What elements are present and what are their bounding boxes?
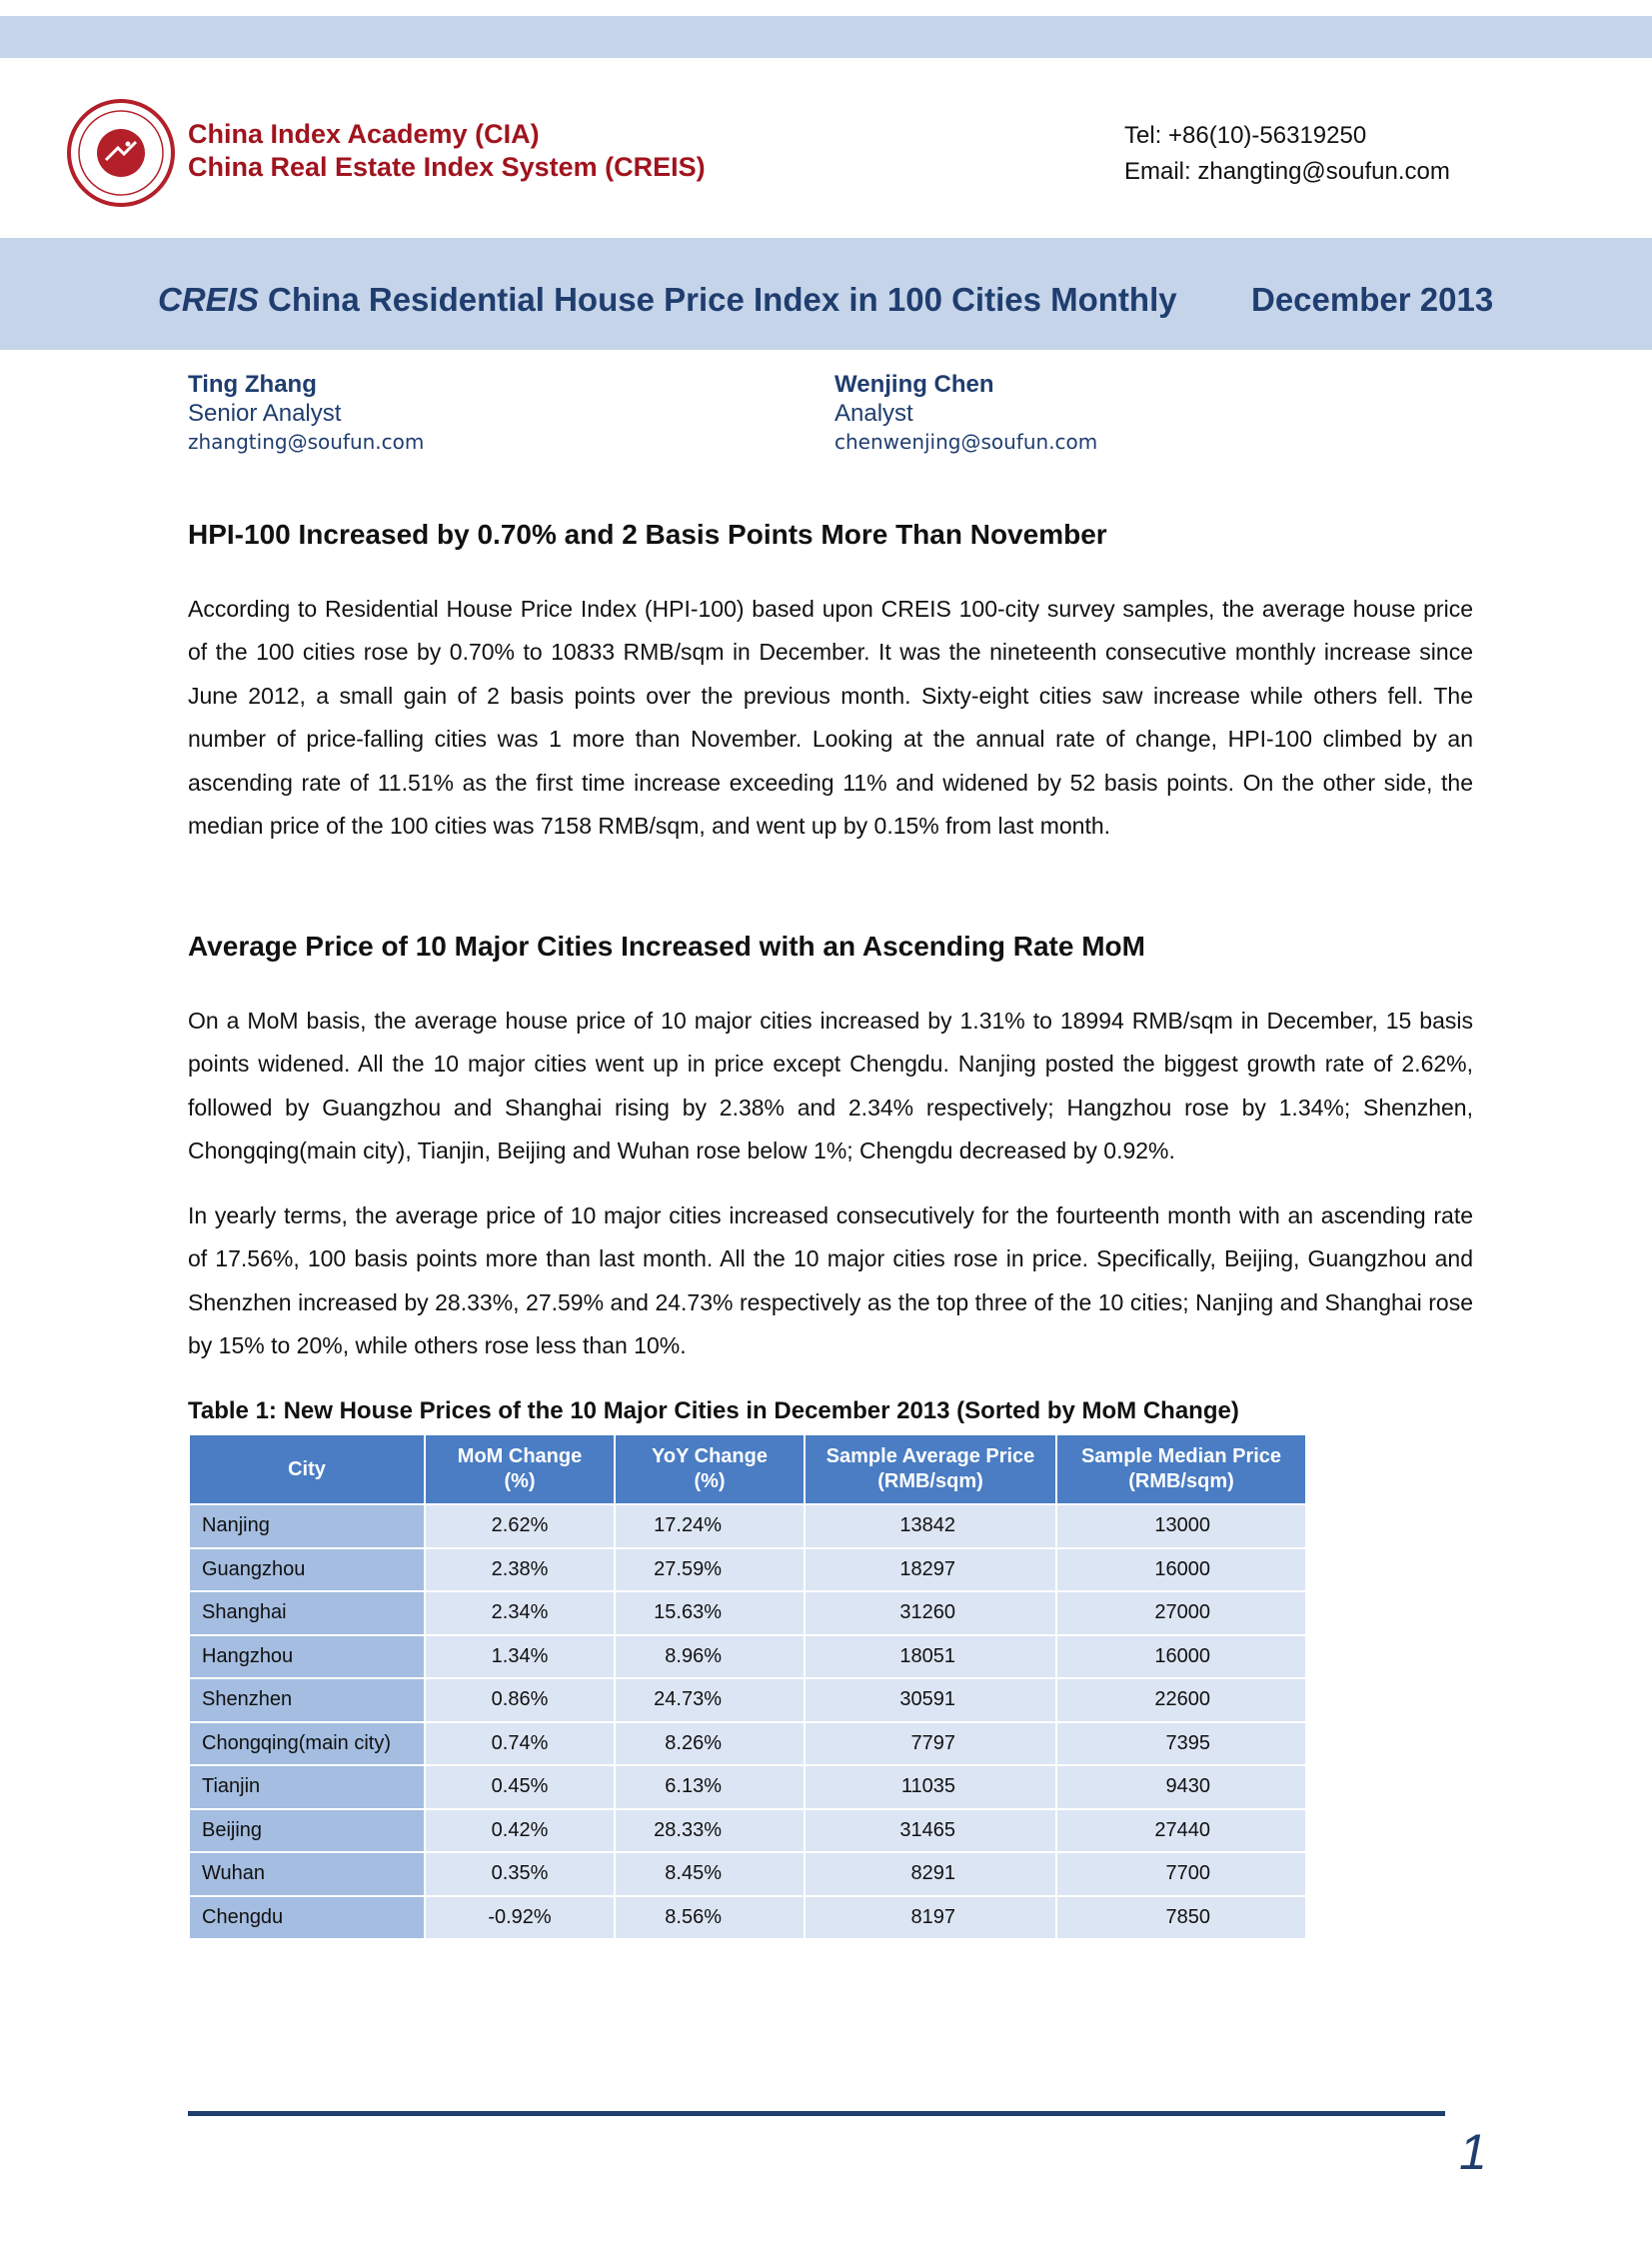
table-row	[189, 1809, 1306, 1853]
cell-yoy-change: 8.56%	[615, 1896, 805, 1940]
table-row	[189, 1896, 1306, 1940]
cell-city: Tianjin	[189, 1765, 425, 1809]
cell-mom-change: 2.34%	[425, 1591, 615, 1635]
cell-yoy-change: 8.45%	[615, 1852, 805, 1896]
cell-yoy-change: 8.96%	[615, 1635, 805, 1679]
cell-median-price: 27000	[1056, 1591, 1306, 1635]
top-band	[0, 16, 1652, 58]
column-header-yoy: YoY Change (%)	[615, 1434, 805, 1504]
section-2-paragraph-1: On a MoM basis, the average house price of 10 major cities increased by 1.31% to 18994 RMB/sqm in December, 15 basis points widened. All the 10 major cities went up in price except Chengdu. Nanjing posted the biggest growth rate of 2.62%, followed by Guangzhou and Shanghai rising by 2.38% and 2.34% respectively; Hangzhou rose by 1.34%; Shenzhen, Chongqing(main city), Tianjin, Beijing and Wuhan rose below 1%; Chengdu decreased by 0.92%.	[188, 1008, 1473, 1164]
cell-city: Chongqing(main city)	[189, 1722, 425, 1766]
cell-median-price: 16000	[1056, 1548, 1306, 1592]
footer-rule	[188, 2111, 1445, 2116]
report-title-brand: CREIS	[158, 281, 259, 318]
author-email[interactable]: zhangting@soufun.com	[188, 430, 425, 454]
cell-average-price: 31465	[805, 1809, 1056, 1853]
table-row	[189, 1722, 1306, 1766]
cell-median-price: 7700	[1056, 1852, 1306, 1896]
cell-median-price: 13000	[1056, 1504, 1306, 1548]
contact-tel: Tel: +86(10)-56319250	[1124, 122, 1367, 149]
cell-city: Wuhan	[189, 1852, 425, 1896]
cell-average-price: 13842	[805, 1504, 1056, 1548]
cell-yoy-change: 28.33%	[615, 1809, 805, 1853]
column-header-city: City	[189, 1434, 425, 1504]
cell-yoy-change: 24.73%	[615, 1678, 805, 1722]
cell-median-price: 22600	[1056, 1678, 1306, 1722]
section-2-paragraph-2: In yearly terms, the average price of 10 major cities increased consecutively for the fourteenth month with an ascending rate of 17.56%, 100 basis points more than last month. All the 10 major cities rose in price. Specifically, Beijing, Guangzhou and Shenzhen increased by 28.33%, 27.59% and 24.73% respectively as the top three of the 10 cities; Nanjing and Shanghai rose by 15% to 20%, while others rose less than 10%.	[188, 1202, 1473, 1359]
cell-yoy-change: 27.59%	[615, 1548, 805, 1592]
author-email[interactable]: chenwenjing@soufun.com	[834, 430, 1098, 454]
author-name: Wenjing Chen	[834, 371, 994, 398]
cell-mom-change: 0.42%	[425, 1809, 615, 1853]
author-role: Senior Analyst	[188, 400, 342, 427]
cell-median-price: 27440	[1056, 1809, 1306, 1853]
table-row	[189, 1852, 1306, 1896]
report-title	[158, 281, 1177, 319]
table-row	[189, 1765, 1306, 1809]
cell-yoy-change: 17.24%	[615, 1504, 805, 1548]
table-body	[189, 1504, 1306, 1939]
author-role: Analyst	[834, 400, 913, 427]
section-2-heading: Average Price of 10 Major Cities Increased with an Ascending Rate MoM	[188, 931, 1145, 962]
table-row	[189, 1548, 1306, 1592]
cell-city: Hangzhou	[189, 1635, 425, 1679]
cell-mom-change: 2.62%	[425, 1504, 615, 1548]
column-header-average-price: Sample Average Price (RMB/sqm)	[805, 1434, 1056, 1504]
cell-mom-change: -0.92%	[425, 1896, 615, 1940]
cell-city: Beijing	[189, 1809, 425, 1853]
cell-average-price: 18051	[805, 1635, 1056, 1679]
cell-mom-change: 0.74%	[425, 1722, 615, 1766]
cia-seal-logo-icon	[66, 98, 176, 208]
cell-average-price: 11035	[805, 1765, 1056, 1809]
org-line-2: China Real Estate Index System (CREIS)	[188, 152, 706, 182]
column-header-median-price: Sample Median Price (RMB/sqm)	[1056, 1434, 1306, 1504]
contact-info	[1124, 118, 1450, 190]
contact-email: Email: zhangting@soufun.com	[1124, 158, 1450, 185]
cell-average-price: 30591	[805, 1678, 1056, 1722]
table-row	[189, 1635, 1306, 1679]
cell-mom-change: 0.86%	[425, 1678, 615, 1722]
cell-city: Nanjing	[189, 1504, 425, 1548]
cell-median-price: 9430	[1056, 1765, 1306, 1809]
table-row	[189, 1504, 1306, 1548]
cell-city: Chengdu	[189, 1896, 425, 1940]
cell-city: Shenzhen	[189, 1678, 425, 1722]
table-row	[189, 1678, 1306, 1722]
city-price-table	[188, 1433, 1307, 1940]
cell-yoy-change: 8.26%	[615, 1722, 805, 1766]
table-header-row	[189, 1434, 1306, 1504]
report-date: December 2013	[1251, 281, 1494, 318]
page-number: 1	[1459, 2124, 1487, 2180]
cell-mom-change: 0.35%	[425, 1852, 615, 1896]
cell-median-price: 7850	[1056, 1896, 1306, 1940]
cell-city: Guangzhou	[189, 1548, 425, 1592]
organization-names	[188, 118, 706, 184]
author-name: Ting Zhang	[188, 371, 317, 398]
cell-median-price: 7395	[1056, 1722, 1306, 1766]
cell-average-price: 8197	[805, 1896, 1056, 1940]
cell-city: Shanghai	[189, 1591, 425, 1635]
cell-median-price: 16000	[1056, 1635, 1306, 1679]
cell-yoy-change: 15.63%	[615, 1591, 805, 1635]
cell-average-price: 31260	[805, 1591, 1056, 1635]
section-1-heading: HPI-100 Increased by 0.70% and 2 Basis Points More Than November	[188, 519, 1107, 550]
table-caption: Table 1: New House Prices of the 10 Major Cities in December 2013 (Sorted by MoM Change)	[188, 1397, 1239, 1424]
org-line-1: China Index Academy (CIA)	[188, 119, 540, 149]
cell-mom-change: 1.34%	[425, 1635, 615, 1679]
cell-mom-change: 2.38%	[425, 1548, 615, 1592]
section-1-paragraph: According to Residential House Price Index (HPI-100) based upon CREIS 100-city survey samples, the average house price of the 100 cities rose by 0.70% to 10833 RMB/sqm in December. It was the nineteenth consecutive monthly increase since June 2012, a small gain of 2 basis points over the previous month. Sixty-eight cities saw increase while others fell. The number of price-falling cities was 1 more than November. Looking at the annual rate of change, HPI-100 climbed by an ascending rate of 11.51% as the first time increase exceeding 11% and widened by 52 basis points. On the other side, the median price of the 100 cities was 7158 RMB/sqm, and went up by 0.15% from last month.	[188, 596, 1473, 840]
cell-average-price: 7797	[805, 1722, 1056, 1766]
author-1	[188, 370, 424, 457]
table-row	[189, 1591, 1306, 1635]
cell-yoy-change: 6.13%	[615, 1765, 805, 1809]
cell-average-price: 18297	[805, 1548, 1056, 1592]
author-2	[834, 370, 1097, 457]
cell-mom-change: 0.45%	[425, 1765, 615, 1809]
report-title-text: China Residential House Price Index in 100 Cities Monthly	[258, 281, 1177, 318]
column-header-mom: MoM Change (%)	[425, 1434, 615, 1504]
cell-average-price: 8291	[805, 1852, 1056, 1896]
